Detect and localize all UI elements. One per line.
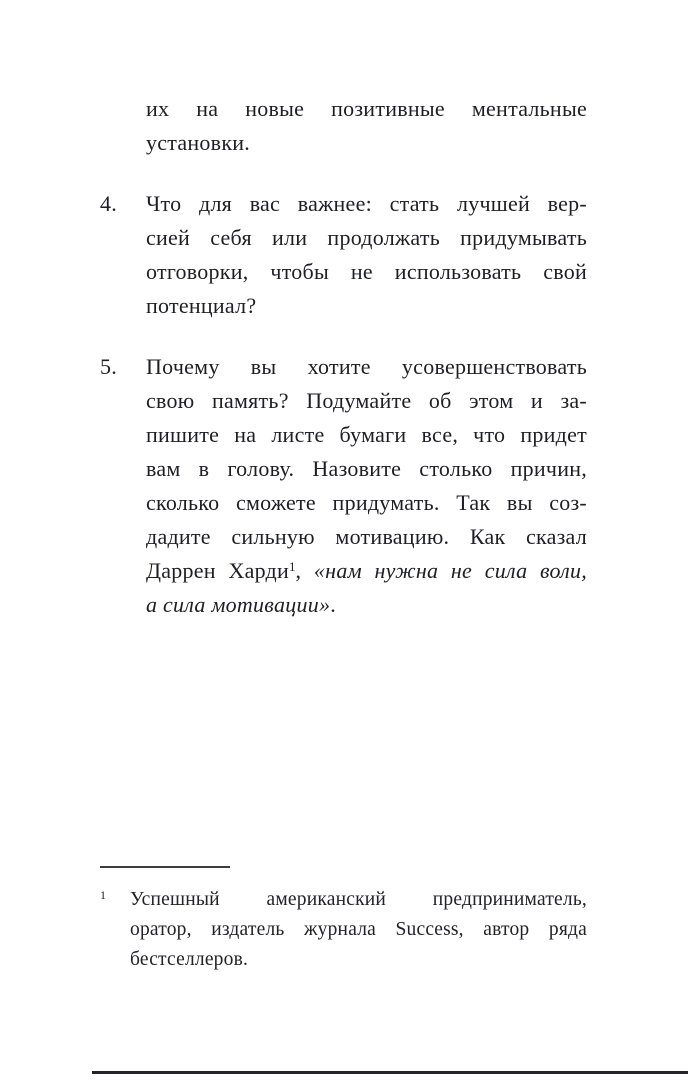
text-line: отговорки, чтобы не использовать свой [146,259,587,284]
text-line: сколько сможете придумать. Так вы соз- [146,490,587,515]
sentence-period: . [330,592,336,617]
text-line: пишите на листе бумаги все, что придет [146,422,587,447]
footnote-reference: 1 [289,559,296,574]
quote-attribution: Даррен Харди [146,558,290,583]
footnote-marker: 1 [100,888,106,902]
text-line: Почему вы хотите усовершенствовать [146,354,587,379]
page-text-block [100,92,587,622]
footnote-block [100,866,587,975]
text-line: вам в голову. Назовите столько причин, [146,456,587,481]
text-line: их на новые позитивные ментальные [146,96,587,121]
text-line-with-quote [146,554,587,588]
text-line: сией себя или продолжать придумывать [146,225,587,250]
item-text [146,350,587,622]
footnote-rule [100,866,230,868]
text-line-with-quote [146,588,587,622]
footnote-line: бестселлеров. [130,949,249,970]
quote-italic-text: а сила мотивации» [146,592,331,617]
page-bottom-edge [92,1071,688,1074]
quote-italic-text: «нам нужна не сила воли, [313,558,588,583]
item-text [146,187,587,323]
text-line: Что для вас важнее: стать лучшей вер- [146,191,587,216]
list-item-4 [100,187,587,323]
text-line: свою память? Подумайте об этом и за- [146,388,587,413]
list-item-5 [100,350,587,622]
footnote-line: оратор, издатель журнала Success, автор ряда [130,919,587,940]
item-number: 4. [100,191,117,216]
text-line: установки. [146,130,251,155]
separator-text: , [295,558,314,583]
paragraph-continuation [146,92,587,160]
item-number: 5. [100,354,117,379]
text-line: дадите сильную мотивацию. Как сказал [146,524,587,549]
footnote-line [100,880,587,915]
footnote-text: Успешный американский предприниматель, [130,889,587,910]
text-line: потенциал? [146,293,257,318]
